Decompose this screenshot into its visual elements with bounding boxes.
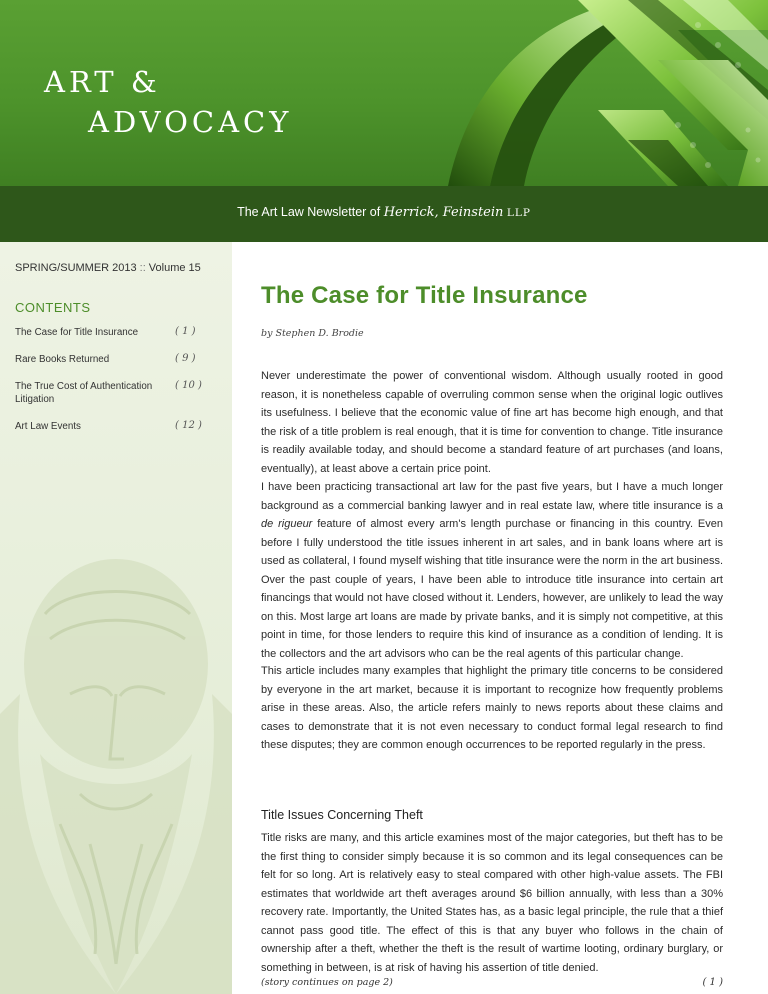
article-paragraph-3: This article includes many examples that highlight the primary title concerns to be considered by everyone in the art market, because it is important to recognize how frequently problems arise in these areas. Also, the article refers mainly to news reports about these claims and cases to demonstrate that it is not even necessary to conduct formal legal research to find these disputes; they are common enough occurrences to be reported regularly in the press. <box>261 665 723 751</box>
section-heading: Title Issues Concerning Theft <box>261 808 423 822</box>
issue-volume: Volume 15 <box>148 262 201 274</box>
firm-name: Herrick, Feinstein <box>383 205 504 220</box>
toc-item-page: ( 12 ) <box>175 420 202 431</box>
toc-item-title: Art Law Events <box>15 421 81 432</box>
paragraph-text: feature of almost every arm's length purchase or financing in this country. Even before I fully understood the title issues inherent in art sales, and in bank loans where art is used as collateral, I found myself wishing that title insurance were the norm in the art business. Over the past couple of years, I have been able to introduce title insurance into certain art financings that would not have closed without it. Lenders, however, are unlikely to lead the way on this. Most large art loans are made by private banks, and it is simply not competitive, at this point in time, for those lenders to require this kind of insurance as a condition of lending. It is the collectors and the art advisors who can be the real agents of this particular change. <box>261 518 723 660</box>
tagline <box>0 205 768 220</box>
ornate-frame-illustration <box>428 0 768 186</box>
emphasis-term: de rigueur <box>261 518 313 530</box>
toc-item-title: Rare Books Returned <box>15 354 110 365</box>
paragraph-text: I have been practicing transactional art law for the past five years, but I have a much longer background as a commercial banking lawyer and in real estate law, where title insurance is a <box>261 481 723 512</box>
firm-suffix: LLP <box>506 207 531 219</box>
toc-item-page: ( 10 ) <box>175 380 202 391</box>
table-of-contents <box>15 326 220 447</box>
newsletter-title <box>44 62 292 142</box>
toc-item-authentication-litigation[interactable] <box>15 380 220 406</box>
issue-season: SPRING/SUMMER 2013 <box>15 262 137 274</box>
newsletter-title-line2: ADVOCACY <box>88 105 293 139</box>
contents-heading: CONTENTS <box>15 300 91 315</box>
continuation-note[interactable]: (story continues on page 2) <box>261 977 393 988</box>
toc-item-rare-books[interactable] <box>15 353 220 366</box>
tagline-prefix: The Art Law Newsletter of <box>237 205 381 219</box>
article-paragraph-1: Never underestimate the power of conventional wisdom. Although usually rooted in good reason, it is nonetheless capable of overruling common sense when the original logic outlives its usefulness. I believe that the economic value of fine art has become high enough, and that the risk of a title problem is real enough, that it is time for convention to change. Title insurance is readily available today, and should become a standard feature of art purchases (and loans, eventually), at least above a certain price point. <box>261 370 723 475</box>
article-title: The Case for Title Insurance <box>261 282 588 309</box>
sidebar <box>0 242 232 994</box>
page-number: ( 1 ) <box>702 977 723 988</box>
issue-separator: :: <box>139 262 146 274</box>
article-byline: by Stephen D. Brodie <box>261 328 364 339</box>
toc-item-page: ( 9 ) <box>175 353 196 364</box>
toc-item-title: The True Cost of Authentication Litigation <box>15 381 153 405</box>
masthead-banner <box>0 0 768 186</box>
toc-item-title-insurance[interactable] <box>15 326 220 339</box>
toc-item-title: The Case for Title Insurance <box>15 327 139 338</box>
article-paragraph-2 <box>261 478 723 663</box>
article-paragraph-4: Title risks are many, and this article examines most of the major categories, but theft has to be the first thing to consider simply because it is so common and its legal consequences can be felt for so long. Art is relatively easy to steal compared with other high-value assets. The FBI estimates that worldwide art theft averages around $6 billion annually, with less than a 30% recovery rate. Importantly, the United States has, as a basic legal principle, the rule that a thief cannot pass good title. The effect of this is that any buyer who follows in the chain of ownership after a theft, whether the theft is the result of wartime looting, ordinary burglary, or something in between, is at risk of having his assertion of title denied. <box>261 832 723 974</box>
issue-info <box>15 262 215 275</box>
statue-head-illustration <box>0 544 232 994</box>
toc-item-art-law-events[interactable] <box>15 420 220 433</box>
newsletter-title-line1: ART & <box>44 65 161 99</box>
toc-item-page: ( 1 ) <box>175 326 196 337</box>
